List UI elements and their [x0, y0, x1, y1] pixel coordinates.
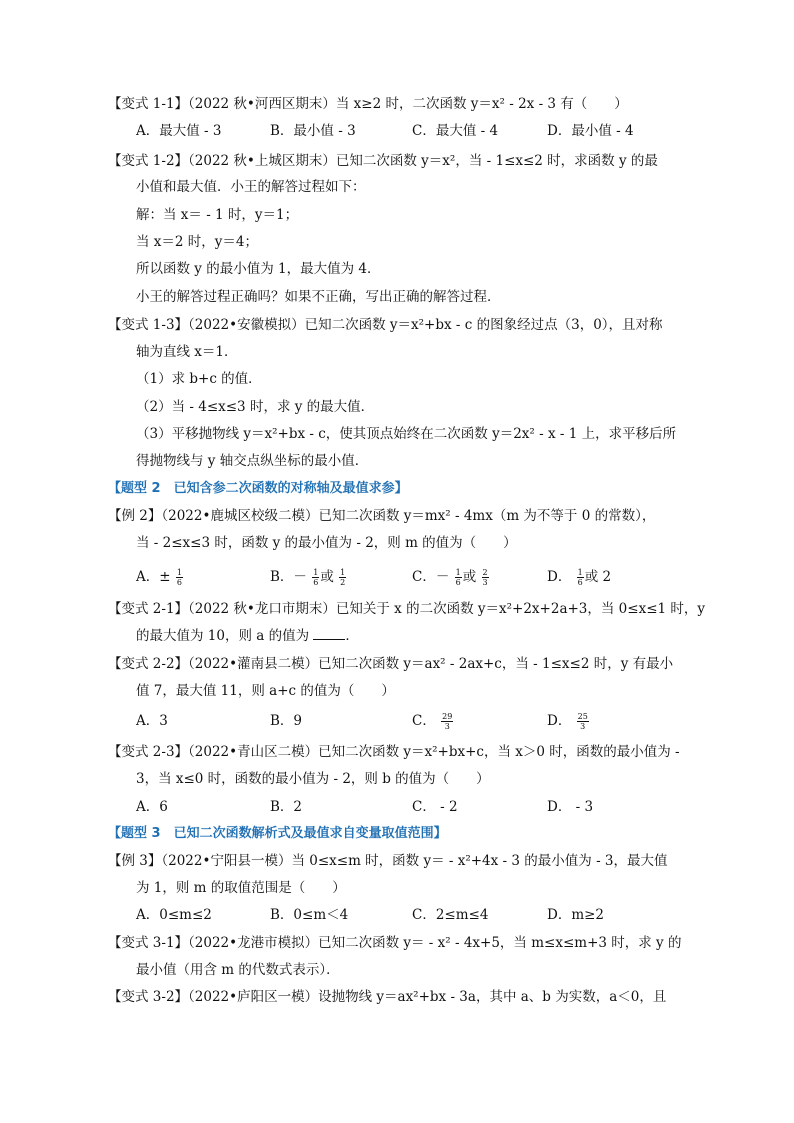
option-c[interactable]: C． $\frac{29}{3}$ — [412, 712, 453, 731]
solution-line-2: 当 x＝2 时，y＝4； — [136, 234, 259, 250]
option-a[interactable]: A．0≤m≤2 — [136, 907, 212, 923]
option-a[interactable]: A．6 — [136, 799, 168, 815]
options-example-2 — [136, 568, 696, 592]
options-v2-2 — [136, 712, 696, 736]
option-d[interactable]: D． $\frac{25}{3}$ — [547, 712, 588, 731]
option-c[interactable]: C． - 2 — [412, 799, 458, 815]
subquestion-2: （2）当 - 4≤x≤3 时，求 y 的最大值． — [136, 399, 375, 415]
option-a[interactable]: A．3 — [136, 713, 168, 729]
solution-question: 小王的解答过程正确吗？如果不正确，写出正确的解答过程． — [136, 289, 501, 305]
example-2: 【例 2】（2022•鹿城区校级二模）已知二次函数 y＝mx² - 4mx（m 为不等于 0 的常数）， — [108, 508, 656, 524]
option-b[interactable]: B．9 — [270, 713, 303, 729]
question-v3-2: 【变式 3-2】（2022•庐阳区一模）设抛物线 y＝ax²+bx - 3a，其中 a、b 为实数，a＜0，且 — [108, 989, 667, 1005]
option-d[interactable]: D． - 3 — [547, 799, 594, 815]
option-c[interactable]: C．－ $\frac{1}{6}$ 或 $\frac{2}{3}$ — [412, 568, 488, 587]
question-v2-3-cont: 3，当 x≤0 时，函数的最小值为 - 2，则 b 的值为（ ） — [136, 771, 490, 787]
option-b[interactable]: B．－ $\frac{1}{6}$ 或 $\frac{1}{2}$ — [270, 568, 346, 587]
solution-line-3: 所以函数 y 的最小值为 1，最大值为 4． — [136, 261, 381, 277]
option-c[interactable]: C．2≤m≤4 — [412, 907, 489, 923]
subquestion-3: （3）平移抛物线 y＝x²+bx - c，使其顶点始终在二次函数 y＝2x² - x - 1 上，求平移后所 — [136, 426, 677, 442]
example-3-cont: 为 1，则 m 的取值范围是（ ） — [136, 880, 346, 896]
fraction: $\frac{2}{3}$ — [482, 568, 488, 587]
question-v3-1: 【变式 3-1】（2022•龙港市模拟）已知二次函数 y＝ - x² - 4x+5，当 m≤x≤m+3 时，求 y 的 — [108, 935, 682, 951]
question-v2-2-cont: 值 7，最大值 11，则 a+c 的值为（ ） — [136, 683, 395, 699]
fraction: $\frac{1}{2}$ — [340, 568, 346, 587]
subquestion-3-cont: 得抛物线与 y 轴交点纵坐标的最小值． — [136, 453, 369, 469]
option-b[interactable]: B．最小值 - 3 — [270, 123, 356, 139]
example-3: 【例 3】（2022•宁阳县一模）当 0≤x≤m 时，函数 y＝ - x²+4x - 3 的最小值为 - 3，最大值 — [108, 853, 668, 869]
option-d[interactable]: D．最小值 - 4 — [547, 123, 634, 139]
example-2-cont: 当 - 2≤x≤3 时，函数 y 的最小值为 - 2，则 m 的值为（ ） — [136, 535, 517, 551]
question-v1-1: 【变式 1-1】（2022 秋•河西区期末）当 x≥2 时，二次函数 y＝x² - 2x - 3 有（ ） — [108, 96, 628, 112]
option-b[interactable]: B．2 — [270, 799, 303, 815]
question-v1-3: 【变式 1-3】（2022•安徽模拟）已知二次函数 y＝x²+bx - c 的图象经过点（3，0），且对称 — [108, 317, 663, 333]
option-b[interactable]: B．0≤m＜4 — [270, 907, 349, 923]
section-heading-2: 【题型 2 已知含参二次函数的对称轴及最值求参】 — [108, 481, 408, 496]
question-v2-1: 【变式 2-1】（2022 秋•龙口市期末）已知关于 x 的二次函数 y＝x²+2x+2a+3，当 0≤x≤1 时，y — [108, 601, 706, 617]
fraction: $\frac{29}{3}$ — [442, 712, 453, 731]
question-v1-2: 【变式 1-2】（2022 秋•上城区期末）已知二次函数 y＝x²，当 - 1≤x≤2 时，求函数 y 的最 — [108, 153, 658, 169]
option-c[interactable]: C．最大值 - 4 — [412, 123, 499, 139]
answer-blank[interactable] — [313, 627, 345, 640]
option-d[interactable]: D．m≥2 — [547, 907, 605, 923]
option-d[interactable]: D． $\frac{1}{6}$ 或 2 — [547, 568, 612, 587]
subquestion-1: （1）求 b+c 的值． — [136, 371, 262, 387]
fraction: $\frac{1}{6}$ — [176, 568, 182, 587]
fraction: $\frac{1}{6}$ — [313, 568, 319, 587]
fraction: $\frac{1}{6}$ — [577, 568, 583, 587]
question-v2-3: 【变式 2-3】（2022•青山区二模）已知二次函数 y＝x²+bx+c，当 x＞0 时，函数的最小值为 - — [108, 744, 680, 760]
fraction: $\frac{25}{3}$ — [577, 712, 588, 731]
option-a[interactable]: A．最大值 - 3 — [136, 123, 222, 139]
question-v1-2-cont: 小值和最大值．小王的解答过程如下： — [136, 179, 366, 195]
fraction: $\frac{1}{6}$ — [455, 568, 461, 587]
question-v2-1-cont: 的最大值为 10，则 a 的值为 ． — [136, 628, 359, 644]
question-v2-2: 【变式 2-2】（2022•灌南县二模）已知二次函数 y＝ax² - 2ax+c，当 - 1≤x≤2 时，y 有最小 — [108, 656, 674, 672]
question-v1-3-cont: 轴为直线 x＝1． — [136, 344, 238, 360]
section-heading-3: 【题型 3 已知二次函数解析式及最值求自变量取值范围】 — [108, 826, 447, 841]
question-v3-1-cont: 最小值（用含 m 的代数式表示）． — [136, 962, 340, 978]
option-a[interactable]: A．± $\frac{1}{6}$ — [136, 568, 182, 587]
solution-line-1: 解：当 x＝ - 1 时，y＝1； — [136, 207, 299, 223]
